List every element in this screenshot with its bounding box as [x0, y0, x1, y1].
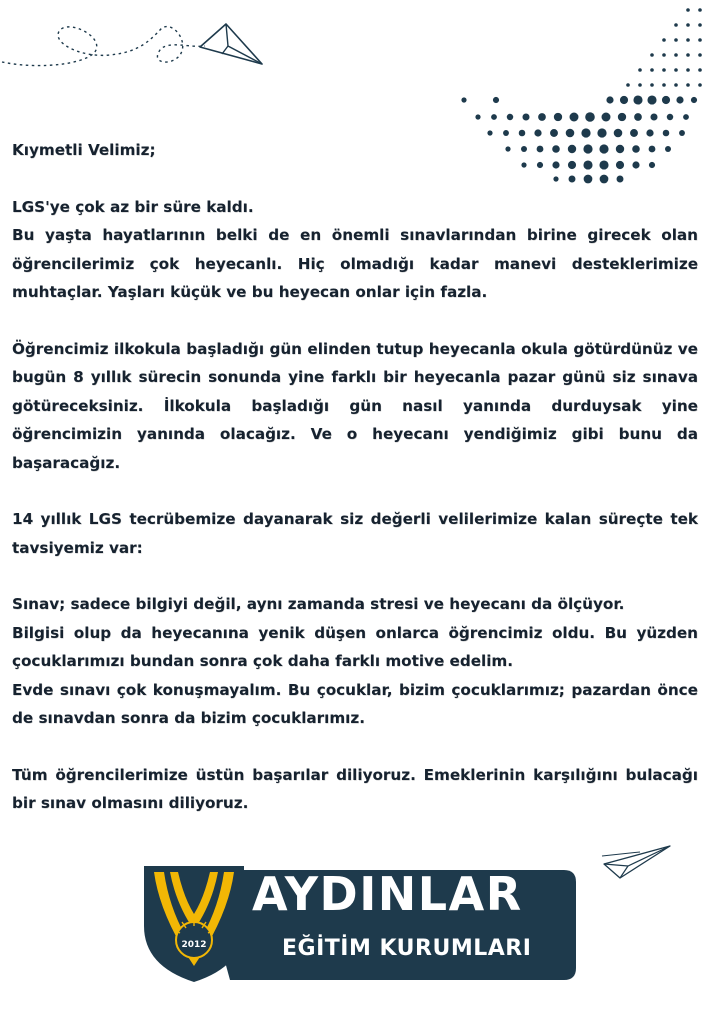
paper-plane-trail-decoration: [0, 0, 280, 80]
halftone-dot: [686, 53, 690, 57]
paragraph-3: Öğrencimiz ilkokula başladığı gün elinden tutup heyecanla okula götürdünüz ve bugün 8 yıllık sürecin sonunda yine farklı bir heyecanla pazar günü siz sınava götüreceksiniz. İlkokula başladığı gün nasıl yanında durduysak yine öğrencimizin yanında olacağız. Ve o heyecanı yendiğimiz gibi bunu da başaracağız.: [12, 339, 698, 472]
letter-body: [12, 136, 698, 818]
halftone-dot: [507, 114, 513, 120]
halftone-dot: [650, 68, 654, 72]
logo-badge-year: 2012: [181, 940, 207, 950]
halftone-dot: [674, 83, 678, 87]
halftone-dot: [606, 96, 613, 103]
halftone-dot: [538, 113, 546, 121]
halftone-dot: [626, 83, 630, 87]
logo-name-line1: AYDINLAR: [252, 867, 523, 921]
halftone-dot: [691, 97, 697, 103]
halftone-dot: [638, 68, 642, 72]
halftone-dot: [650, 53, 654, 57]
halftone-dot: [475, 114, 480, 119]
halftone-dot: [522, 113, 529, 120]
halftone-dot: [698, 23, 702, 27]
halftone-dot: [667, 114, 673, 120]
halftone-dot: [650, 83, 654, 87]
halftone-dot: [698, 38, 702, 42]
halftone-dot: [674, 68, 678, 72]
halftone-dot: [585, 112, 595, 122]
halftone-dot: [638, 83, 642, 87]
paragraph-2: Bu yaşta hayatlarının belki de en önemli sınavlarından birine girecek olan öğrencilerimiz çok heyecanlı. Hiç olmadığı kadar manevi desteklerimize muhtaçlar. Yaşları küçük ve bu heyecan onlar için fazla.: [12, 226, 698, 301]
halftone-dot: [686, 83, 690, 87]
paper-plane-icon: [600, 842, 676, 882]
halftone-dot: [461, 97, 466, 102]
halftone-dot: [674, 53, 678, 57]
halftone-dot: [620, 96, 628, 104]
halftone-dot: [698, 83, 702, 87]
halftone-dot: [662, 53, 666, 57]
halftone-dot: [683, 114, 689, 120]
logo-name-line2: EĞİTİM KURUMLARI: [282, 936, 532, 961]
halftone-dot: [618, 113, 626, 121]
paragraph-8: Tüm öğrencilerimize üstün başarılar diliyoruz. Emeklerinin karşılığını bulacağı bir sınav olmasını diliyoruz.: [12, 765, 698, 812]
halftone-dot: [650, 113, 657, 120]
aydinlar-logo: [140, 856, 580, 986]
halftone-dot: [686, 68, 690, 72]
halftone-dot: [686, 8, 690, 12]
halftone-dot: [698, 8, 702, 12]
paragraph-1: LGS'ye çok az bir süre kaldı.: [12, 197, 254, 216]
halftone-dot: [662, 83, 666, 87]
halftone-dot: [698, 68, 702, 72]
salutation: Kıymetli Velimiz;: [12, 141, 156, 159]
halftone-dot: [676, 96, 683, 103]
halftone-dot: [686, 38, 690, 42]
halftone-dot: [674, 23, 678, 27]
halftone-dot: [634, 113, 642, 121]
halftone-dot: [487, 130, 492, 135]
halftone-dot: [662, 96, 670, 104]
halftone-dot: [570, 113, 579, 122]
paragraph-7: Evde sınavı çok konuşmayalım. Bu çocuklar, bizim çocuklarımız; pazardan önce de sınavdan sonra da bizim çocuklarımız.: [12, 680, 698, 727]
halftone-dot: [662, 38, 666, 42]
halftone-dot: [493, 97, 499, 103]
paragraph-6: Bilgisi olup da heyecanına yenik düşen onlarca öğrencimiz oldu. Bu yüzden çocuklarımızı bundan sonra çok daha farklı motive edelim.: [12, 623, 698, 670]
halftone-dot: [662, 68, 666, 72]
halftone-dot: [602, 113, 611, 122]
paragraph-5: Sınav; sadece bilgiyi değil, aynı zamanda stresi ve heyecanı da ölçüyor.: [12, 595, 625, 613]
paper-plane-icon: [200, 24, 262, 64]
halftone-dot: [686, 23, 690, 27]
paragraph-4: 14 yıllık LGS tecrübemize dayanarak siz değerli velilerimize kalan süreçte tek tavsiyemiz var:: [12, 510, 698, 557]
halftone-dot: [698, 53, 702, 57]
halftone-dot: [674, 38, 678, 42]
halftone-dot: [633, 95, 642, 104]
halftone-dot: [491, 114, 497, 120]
halftone-dot: [647, 95, 656, 104]
halftone-dot: [554, 113, 562, 121]
